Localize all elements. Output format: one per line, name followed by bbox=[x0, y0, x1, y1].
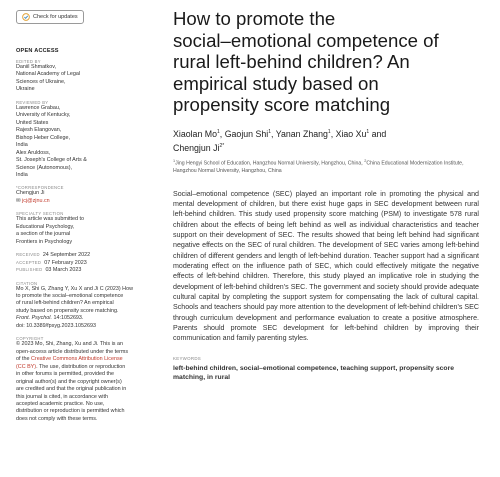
check-updates-icon bbox=[22, 13, 30, 21]
citation-journal: Front. Psychol. bbox=[16, 315, 52, 322]
edited-by: Daniil Shmatkov, National Academy of Legal Sciences of Ukraine, Ukraine bbox=[16, 64, 81, 93]
author-name: Xiaolan Mo bbox=[173, 128, 218, 139]
cc-by-link[interactable]: (CC BY) bbox=[16, 363, 37, 370]
citation: Mo X, Shi G, Zhang Y, Xu X and Ji C (2023) How to promote the social–emotional competence of rural left-behind children? An empirical study based on propensity score matching. Front. Psychol. 14:1052693. doi: 10.3389/fpsyg.2023.1052693 bbox=[16, 286, 146, 331]
author-name: Yanan Zhang bbox=[275, 128, 328, 139]
citation-doi: doi: 10.3389/fpsyg.2023.1052693 bbox=[16, 322, 97, 329]
email-icon: ✉ bbox=[16, 197, 23, 204]
article-info-sidebar bbox=[16, 8, 146, 423]
correspondence-email-link[interactable]: jcj@zjnu.cn bbox=[22, 197, 50, 204]
author-name: Gaojun Shi bbox=[224, 128, 269, 139]
keywords-label: KEYWORDS bbox=[173, 355, 202, 361]
article-main bbox=[173, 8, 479, 382]
dates-block bbox=[16, 252, 146, 274]
affiliations: $^1$Jing Hengyi School of Education, Hangzhou Normal University, Hangzhou, China, $^2$China Educational Modernization Institute, Hangzhou Normal University, Hangzhou, China bbox=[173, 158, 464, 174]
article-title: How to promote the social–emotional competence of rural left-behind children? An empirical study based on propensity score matching bbox=[173, 8, 439, 116]
copyright: © 2023 Mo, Shi, Zhang, Xu and Ji. This is an open-access article distributed under the terms of the Creative Commons Attribution License (CC BY). The use, distribution or reproduction in other forums is permitted, provided the original author(s) and the copyright owner(s) are credited and that the original publication in this journal is cited, in accordance with accepted academic practice. No use, distribution or reproduction is permitted which does not comply with these terms. bbox=[16, 341, 129, 422]
correspondence-label: *CORRESPONDENCE bbox=[16, 185, 64, 191]
author-list: Xiaolan Mo$^1$, Gaojun Shi$^1$, Yanan Zhang$^1$, Xiao Xu$^1$ and Chengjun $Ji^{2*}$ bbox=[173, 128, 387, 153]
citation-label: CITATION bbox=[16, 280, 38, 286]
published-date: PUBLISHED 03 March 2023 bbox=[16, 267, 82, 274]
specialty-section: This article was submitted to Educational Psychology, a section of the journal Frontiers in Psychology bbox=[16, 216, 85, 245]
check-for-updates-button[interactable] bbox=[16, 10, 84, 24]
keywords: left-behind children, social–emotional competence, teaching support, propensity score matching, in rural bbox=[173, 364, 454, 381]
open-access-label: OPEN ACCESS bbox=[16, 48, 59, 54]
author-name: Xiao Xu bbox=[335, 128, 367, 139]
specialty-section-label: SPECIALTY SECTION bbox=[16, 211, 64, 217]
copyright-label: COPYRIGHT bbox=[16, 336, 44, 342]
correspondence-name: Chengjun Ji bbox=[16, 190, 45, 197]
edited-by-label: EDITED BY bbox=[16, 59, 41, 64]
reviewed-by: Lawrence Grabau, University of Kentucky, United States Rajesh Elangovan, Bishop Heber College, India Alex Aruldoss, St. Joseph's College of Arts & Science (Autonomous), India bbox=[16, 104, 87, 178]
check-for-updates-label: Check for updates bbox=[33, 14, 78, 20]
cc-license-link[interactable]: Creative Commons Attribution License bbox=[31, 356, 123, 363]
reviewed-by-label: REVIEWED BY bbox=[16, 99, 49, 105]
received-date: RECEIVED 24 September 2022 bbox=[16, 252, 91, 259]
author-name: Chengjun Ji bbox=[173, 142, 220, 153]
abstract: Social–emotional competence (SEC) played an important role in promoting the physical and mental development of children, but there exist huge gaps in SEC development between rural left-behind children. This study used propensity score matching (PSM) to investigate 578 rural children about the effects of being left behind as well as individual characteristics and teacher support on their development of SEC. The results showed that being left behind had significant negative effects on the SEC of rural children. The development of SEC varies among left-behind children of different genders and length of left-behind duration. Teacher support had a significant moderating effect on the influence path of SEC, which could effectively mitigate the negative effects of left-behind children. Therefore, this study played an implicative role in studying the development of left-behind children's SEC. The government and society should provide adequate cultural capital by completing the support system for compensating the lack of cultural capital. Schools and teachers should pay more attention to the development of left-behind children's SEC through curriculum development and performance evaluation to create a positive atmosphere. Parents should promote SEC development for left-behind children by improving their communication and family parenting styles. bbox=[173, 189, 479, 343]
correspondence bbox=[16, 190, 146, 205]
accepted-date: ACCEPTED 07 February 2023 bbox=[16, 259, 87, 266]
